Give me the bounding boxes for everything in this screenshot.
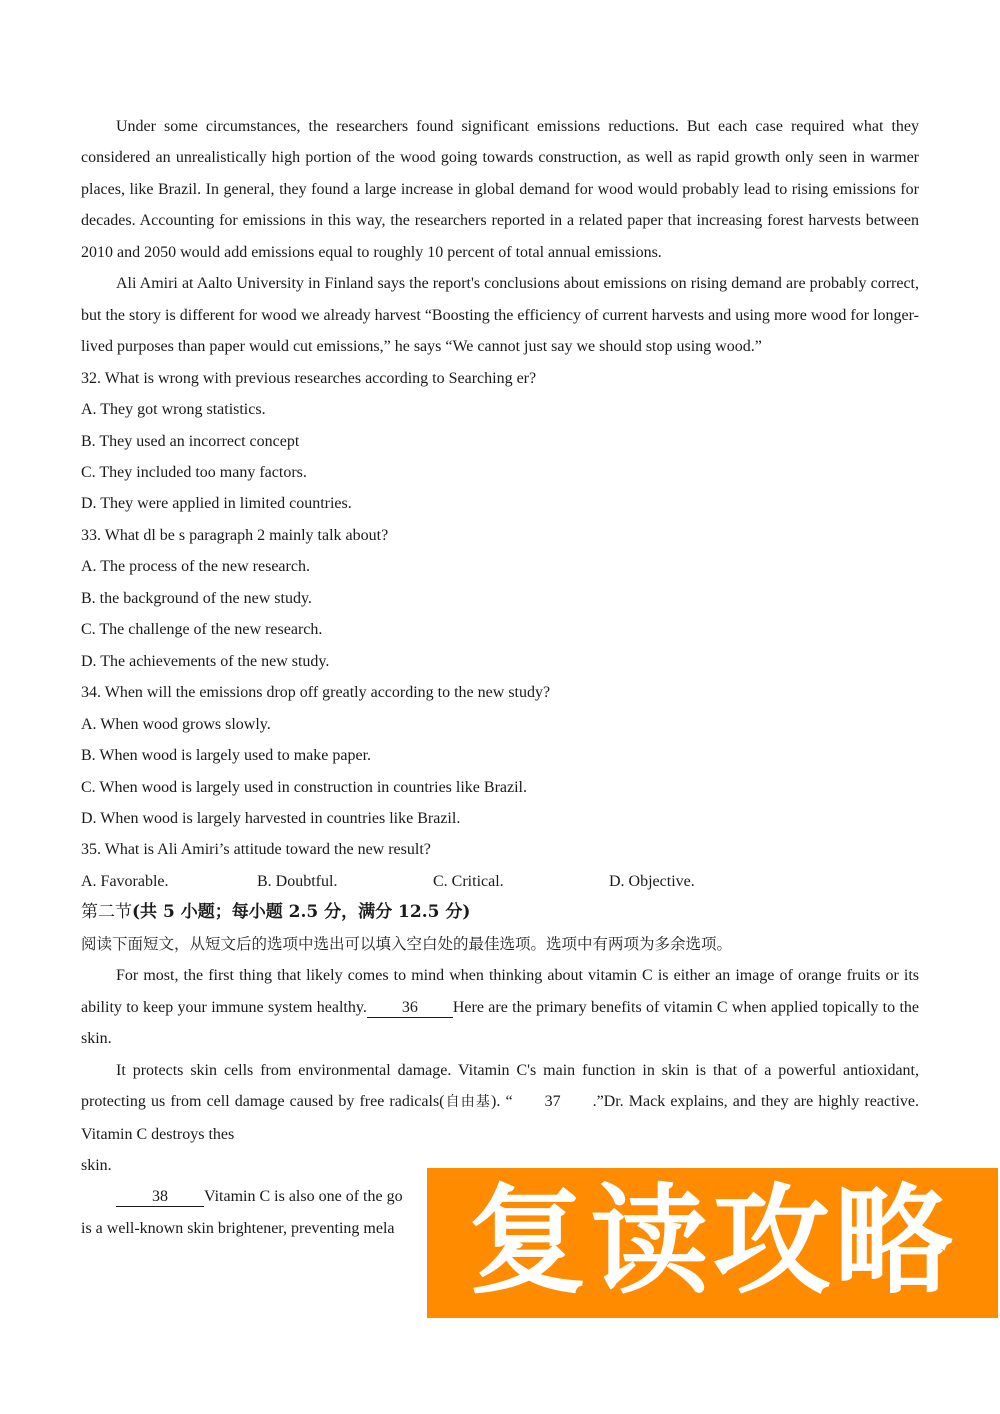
question-32 bbox=[81, 363, 919, 520]
options-row bbox=[81, 866, 919, 897]
section-heading-details: (共 5 小题；每小题 2.5 分，满分 12.5 分) bbox=[132, 902, 471, 923]
option-d: D. Objective. bbox=[609, 872, 695, 890]
option-d: D. When wood is largely harvested in countries like Brazil. bbox=[81, 809, 461, 827]
option-d: D. They were applied in limited countries. bbox=[81, 495, 352, 513]
passage-paragraph-emissions: Under some circumstances, the researchers found significant emissions reductions. But each case required what they considered an unrealistically high portion of the wood going towards construction, as well as rapid growth only seen in warmer places, like Brazil. In general, they found a large increase in global demand for wood would probably lead to rising emissions for decades. Accounting for emissions in this way, the researchers reported in a related paper that increasing forest harvests between 2010 and 2050 would add emissions equal to roughly 10 percent of total annual emissions. bbox=[81, 118, 919, 261]
question-stem: 34. When will the emissions drop off greatly according to the new study? bbox=[81, 684, 551, 702]
protection-last-line: skin. bbox=[81, 1156, 112, 1174]
option-a: A. They got wrong statistics. bbox=[81, 401, 266, 419]
blank-36: 36 bbox=[367, 999, 453, 1018]
option-a: A. The process of the new research. bbox=[81, 558, 310, 576]
question-33 bbox=[81, 520, 919, 677]
exam-page bbox=[81, 111, 919, 1244]
option-c: C. They included too many factors. bbox=[81, 463, 307, 481]
free-radicals-cn: 自由基 bbox=[444, 1094, 492, 1111]
intro-text: For most, the first thing that likely comes to mind when thinking about vitamin C is either an image of orange fruits or its ability to keep your immune system healthy. bbox=[81, 967, 919, 1016]
protection-text-continued: .”Dr. Mack explains, and they are highly reactive. Vitamin C destroys thes bbox=[81, 1093, 919, 1143]
protection-quote-open: ). “ bbox=[491, 1093, 513, 1111]
vitamin-c-protection-paragraph bbox=[81, 1055, 919, 1150]
blank-37: 37 bbox=[544, 1093, 561, 1111]
section-heading-label: 第二节 bbox=[81, 902, 132, 923]
section-heading bbox=[81, 897, 919, 928]
option-b: B. When wood is largely used to make paper. bbox=[81, 747, 372, 765]
brightening-text: Vitamin C is also one of the go bbox=[204, 1188, 403, 1206]
option-c: C. The challenge of the new research. bbox=[81, 621, 323, 639]
watermark-text: 复读攻略 bbox=[468, 1172, 957, 1310]
option-c: C. When wood is largely used in construction in countries like Brazil. bbox=[81, 778, 527, 796]
question-stem: 33. What dl be s paragraph 2 mainly talk about? bbox=[81, 526, 389, 544]
intro-text-continued: Here are the primary benefits of vitamin C when applied topically to the skin. bbox=[81, 998, 919, 1048]
passage-paragraph-ali-amiri: Ali Amiri at Aalto University in Finland says the report's conclusions about emissions on rising demand are probably correct, but the story is different for wood we already harvest “Boosting the efficiency of current harvests and using more wood for longer-lived purposes than paper would cut emissions,” he says “We cannot just say we should stop using wood.” bbox=[81, 275, 919, 356]
question-35 bbox=[81, 834, 919, 897]
option-b: B. They used an incorrect concept bbox=[81, 432, 300, 450]
option-a: A. When wood grows slowly. bbox=[81, 715, 271, 733]
brightening-last-line: is a well-known skin brightener, preventing mela bbox=[81, 1219, 395, 1237]
blank-38: 38 bbox=[116, 1188, 204, 1207]
option-b: B. the background of the new study. bbox=[81, 589, 312, 607]
vitamin-c-intro-paragraph bbox=[81, 960, 919, 1054]
option-b: B. Doubtful. bbox=[257, 872, 338, 890]
protection-text: It protects skin cells from environmental damage. Vitamin C's main function in skin is that of a powerful antioxidant, protecting us from cell damage caused by free radicals( bbox=[81, 1061, 919, 1111]
question-34 bbox=[81, 677, 919, 834]
option-c: C. Critical. bbox=[433, 872, 504, 890]
watermark-banner bbox=[427, 1168, 998, 1318]
section-instruction: 阅读下面短文，从短文后的选项中选出可以填入空白处的最佳选项。选项中有两项为多余选项。 bbox=[81, 934, 733, 953]
option-a: A. Favorable. bbox=[81, 872, 169, 890]
option-d: D. The achievements of the new study. bbox=[81, 652, 330, 670]
question-stem: 32. What is wrong with previous researches according to Searching er? bbox=[81, 369, 537, 387]
question-stem: 35. What is Ali Amiri’s attitude toward the new result? bbox=[81, 841, 431, 859]
